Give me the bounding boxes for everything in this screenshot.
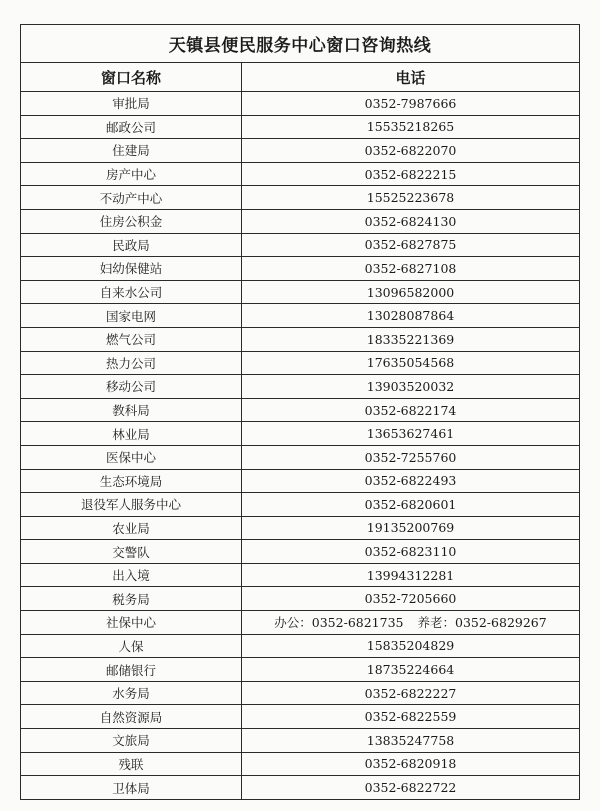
phone-cell: 13835247758 (242, 729, 580, 753)
phone-cell: 0352-7255760 (242, 445, 580, 469)
table-row (21, 776, 580, 800)
table-body (21, 92, 580, 800)
window-name-cell: 燃气公司 (21, 327, 242, 351)
table-row (21, 729, 580, 753)
phone-cell: 0352-6822559 (242, 705, 580, 729)
phone-cell: 0352-6822070 (242, 139, 580, 163)
table-row (21, 233, 580, 257)
table-row (21, 705, 580, 729)
table-row (21, 516, 580, 540)
table-row (21, 658, 580, 682)
table-row (21, 139, 580, 163)
table-row (21, 398, 580, 422)
window-name-cell: 邮储银行 (21, 658, 242, 682)
window-name-cell: 医保中心 (21, 445, 242, 469)
window-name-cell: 不动产中心 (21, 186, 242, 210)
phone-cell: 0352-6824130 (242, 209, 580, 233)
phone-cell: 0352-6822493 (242, 469, 580, 493)
phone-cell: 13653627461 (242, 422, 580, 446)
window-name-cell: 社保中心 (21, 611, 242, 635)
window-name-cell: 住建局 (21, 139, 242, 163)
table-row (21, 681, 580, 705)
table-row (21, 563, 580, 587)
phone-cell: 0352-6827875 (242, 233, 580, 257)
window-name-cell: 交警队 (21, 540, 242, 564)
phone-cell: 13903520032 (242, 375, 580, 399)
window-name-cell: 农业局 (21, 516, 242, 540)
window-name-cell: 民政局 (21, 233, 242, 257)
window-name-cell: 残联 (21, 752, 242, 776)
table-row (21, 280, 580, 304)
phone-pension: 养老：0352-6829267 (417, 615, 547, 631)
phone-cell: 13994312281 (242, 563, 580, 587)
phone-cell: 0352-7205660 (242, 587, 580, 611)
window-name-cell: 妇幼保健站 (21, 257, 242, 281)
hotline-table (20, 24, 580, 800)
phone-cell: 0352-6823110 (242, 540, 580, 564)
header-window-name: 窗口名称 (21, 63, 242, 92)
table-row (21, 587, 580, 611)
window-name-cell: 移动公司 (21, 375, 242, 399)
phone-cell: 18335221369 (242, 327, 580, 351)
table-row (21, 469, 580, 493)
window-name-cell: 出入境 (21, 563, 242, 587)
window-name-cell: 国家电网 (21, 304, 242, 328)
phone-cell: 0352-6822227 (242, 681, 580, 705)
window-name-cell: 水务局 (21, 681, 242, 705)
window-name-cell: 税务局 (21, 587, 242, 611)
phone-cell: 0352-6827108 (242, 257, 580, 281)
phone-cell: 15835204829 (242, 634, 580, 658)
table-row (21, 209, 580, 233)
phone-cell: 15525223678 (242, 186, 580, 210)
phone-cell (242, 611, 580, 635)
window-name-cell: 热力公司 (21, 351, 242, 375)
window-name-cell: 自然资源局 (21, 705, 242, 729)
phone-cell: 13096582000 (242, 280, 580, 304)
window-name-cell: 人保 (21, 634, 242, 658)
window-name-cell: 住房公积金 (21, 209, 242, 233)
window-name-cell: 退役军人服务中心 (21, 493, 242, 517)
phone-cell: 19135200769 (242, 516, 580, 540)
table-row (21, 375, 580, 399)
window-name-cell: 自来水公司 (21, 280, 242, 304)
table-row (21, 115, 580, 139)
table-row (21, 162, 580, 186)
window-name-cell: 邮政公司 (21, 115, 242, 139)
table-row (21, 634, 580, 658)
table-row (21, 540, 580, 564)
phone-cell: 17635054568 (242, 351, 580, 375)
window-name-cell: 生态环境局 (21, 469, 242, 493)
window-name-cell: 审批局 (21, 92, 242, 116)
table-row (21, 752, 580, 776)
phone-cell: 0352-6822215 (242, 162, 580, 186)
phone-cell: 0352-6820918 (242, 752, 580, 776)
table-row (21, 186, 580, 210)
header-row (21, 63, 580, 92)
phone-cell: 0352-6820601 (242, 493, 580, 517)
phone-cell: 13028087864 (242, 304, 580, 328)
phone-cell: 0352-6822174 (242, 398, 580, 422)
title-row (21, 25, 580, 63)
phone-cell: 0352-6822722 (242, 776, 580, 800)
page-title: 天镇县便民服务中心窗口咨询热线 (21, 25, 580, 63)
window-name-cell: 房产中心 (21, 162, 242, 186)
table-row (21, 493, 580, 517)
header-phone: 电话 (242, 63, 580, 92)
window-name-cell: 文旅局 (21, 729, 242, 753)
window-name-cell: 林业局 (21, 422, 242, 446)
phone-cell: 0352-7987666 (242, 92, 580, 116)
phone-cell: 15535218265 (242, 115, 580, 139)
table-row (21, 304, 580, 328)
table-row (21, 351, 580, 375)
window-name-cell: 教科局 (21, 398, 242, 422)
table-row (21, 257, 580, 281)
table-row (21, 445, 580, 469)
table-row (21, 422, 580, 446)
table-row (21, 92, 580, 116)
phone-office: 办公：0352-6821735 (274, 615, 404, 631)
table-row (21, 611, 580, 635)
window-name-cell: 卫体局 (21, 776, 242, 800)
phone-cell: 18735224664 (242, 658, 580, 682)
table-row (21, 327, 580, 351)
